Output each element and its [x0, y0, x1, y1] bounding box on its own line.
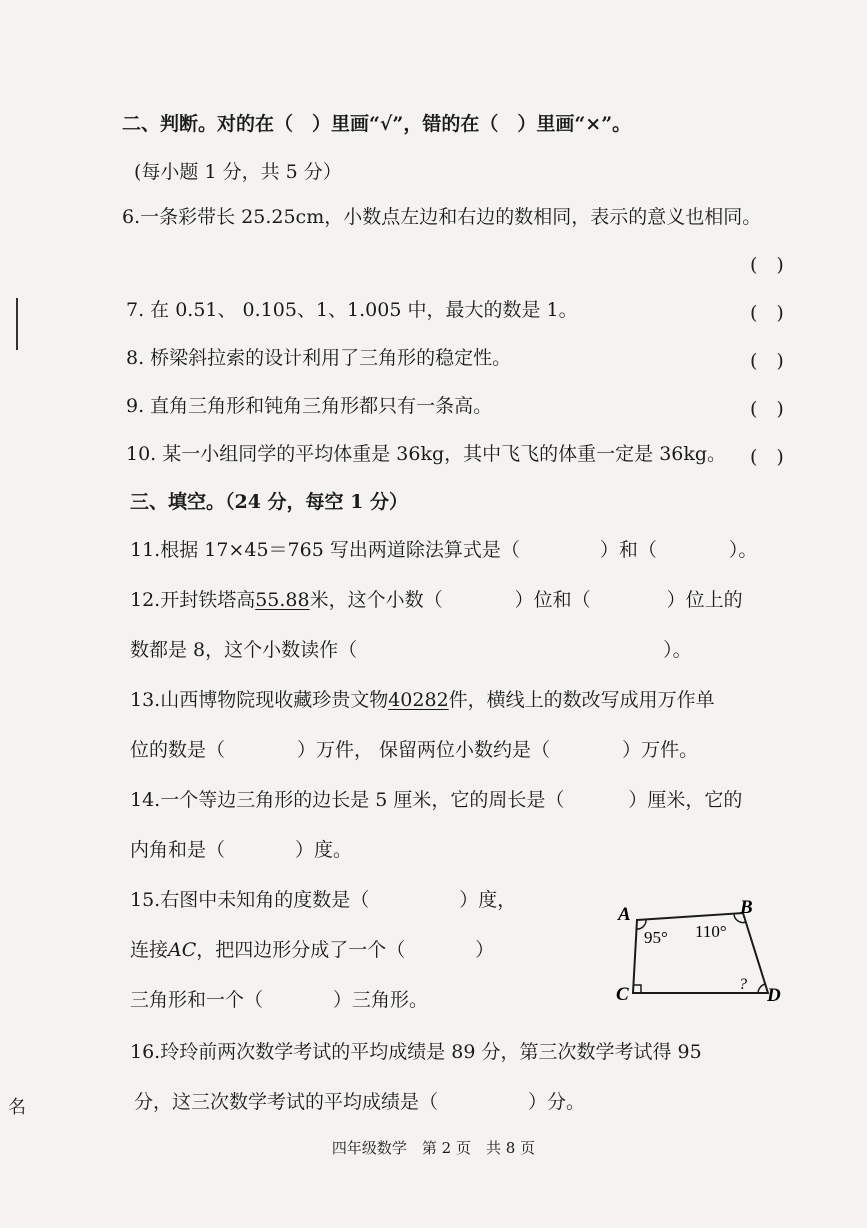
question-13-line1: [130, 688, 715, 712]
question-14-line1: [130, 788, 742, 812]
q11-text-b: ）和（: [599, 539, 657, 561]
q15-text-b: ）度，: [459, 889, 517, 911]
q14-text-a: 14.一个等边三角形的边长是 5 厘米，它的周长是（: [130, 789, 565, 811]
side-margin-char: 名: [8, 1097, 26, 1118]
q12-line2-a: 数都是 8，这个小数读作（: [130, 639, 358, 661]
question-6: 6.一条彩带长 25.25cm，小数点左边和右边的数相同，表示的意义也相同。: [122, 206, 762, 228]
q13-line2-a: 位的数是（: [130, 739, 226, 761]
answer-box-8[interactable]: ( ): [750, 350, 784, 372]
q12-text-b: 米，这个小数（: [309, 589, 443, 611]
angle-label-d: ?: [739, 976, 747, 993]
answer-box-6[interactable]: ( ): [750, 254, 784, 276]
question-15-line1: [130, 888, 516, 912]
q16-line2-a: 分，这三次数学考试的平均成绩是（: [134, 1091, 439, 1113]
q15-text-a: 15.右图中未知角的度数是（: [130, 889, 370, 911]
answer-box-9[interactable]: ( ): [750, 398, 784, 420]
q11-text-a: 11.根据 17×45＝765 写出两道除法算式是（: [130, 539, 520, 561]
q12-underlined-number: 55.88: [255, 589, 310, 611]
q13-text-b: 件，横线上的数改写成用万作单: [448, 689, 715, 711]
question-14-line2: [130, 838, 352, 862]
section2-note: (每小题 1 分，共 5 分）: [134, 161, 342, 183]
angle-label-a: 95°: [644, 928, 668, 947]
question-16-line2: [134, 1090, 585, 1114]
question-15-line2: [130, 938, 494, 962]
question-15-line3: [130, 988, 428, 1012]
vertex-label-d: D: [767, 985, 781, 1006]
question-10: 10. 某一小组同学的平均体重是 36kg，其中飞飞的体重一定是 36kg。: [126, 443, 727, 465]
question-16-line1: 16.玲玲前两次数学考试的平均成绩是 89 分，第三次数学考试得 95: [130, 1041, 702, 1063]
q15-line3-b: ）三角形。: [333, 989, 429, 1011]
q13-underlined-number: 40282: [388, 689, 449, 711]
question-12-line2: [130, 638, 692, 662]
vertex-label-a: A: [618, 904, 631, 925]
question-7: 7. 在 0.51、 0.105、1、1.005 中，最大的数是 1。: [126, 299, 578, 321]
question-9: 9. 直角三角形和钝角三角形都只有一条高。: [126, 395, 493, 417]
question-12-line1: [130, 588, 743, 612]
section3-heading: 三、填空。（24 分，每空 1 分）: [130, 491, 409, 513]
q15-line2-c: ）: [475, 939, 495, 961]
q16-line2-b: ）分。: [528, 1091, 586, 1113]
page-footer: 四年级数学 第 2 页 共 8 页: [331, 1139, 536, 1157]
section2-heading: 二、判断。对的在（ ）里画“√”，错的在（ ）里画“×”。: [122, 113, 632, 135]
q12-text-a: 12.开封铁塔高: [130, 589, 256, 611]
q14-line2-b: ）度。: [295, 839, 353, 861]
answer-box-7[interactable]: ( ): [750, 302, 784, 324]
question-13-line2: [130, 738, 698, 762]
angle-arc-d: [758, 984, 765, 993]
vertex-label-c: C: [616, 984, 629, 1005]
q13-line2-b: ）万件， 保留两位小数约是（: [297, 739, 551, 761]
angle-label-b: 110°: [695, 922, 727, 941]
answer-box-10[interactable]: ( ): [750, 446, 784, 468]
q12-text-c: ）位和（: [514, 589, 591, 611]
margin-mark-line: [16, 298, 18, 350]
q15-ac-label: AC: [168, 939, 197, 961]
q14-text-b: ）厘米，它的: [628, 789, 743, 811]
quadrilateral-figure: [610, 895, 790, 1015]
question-8: 8. 桥梁斜拉索的设计利用了三角形的稳定性。: [126, 347, 512, 369]
q15-line2-a: 连接: [130, 939, 169, 961]
q12-text-d: ）位上的: [666, 589, 743, 611]
q15-line2-b: ，把四边形分成了一个（: [196, 939, 406, 961]
q12-line2-b: ）。: [663, 639, 692, 661]
q13-text-a: 13.山西博物院现收藏珍贵文物: [130, 689, 389, 711]
vertex-label-b: B: [740, 897, 753, 918]
q11-text-c: ）。: [728, 539, 758, 561]
q15-line3-a: 三角形和一个（: [130, 989, 264, 1011]
question-11: [130, 538, 757, 562]
q14-line2-a: 内角和是（: [130, 839, 226, 861]
q13-line2-c: ）万件。: [622, 739, 699, 761]
